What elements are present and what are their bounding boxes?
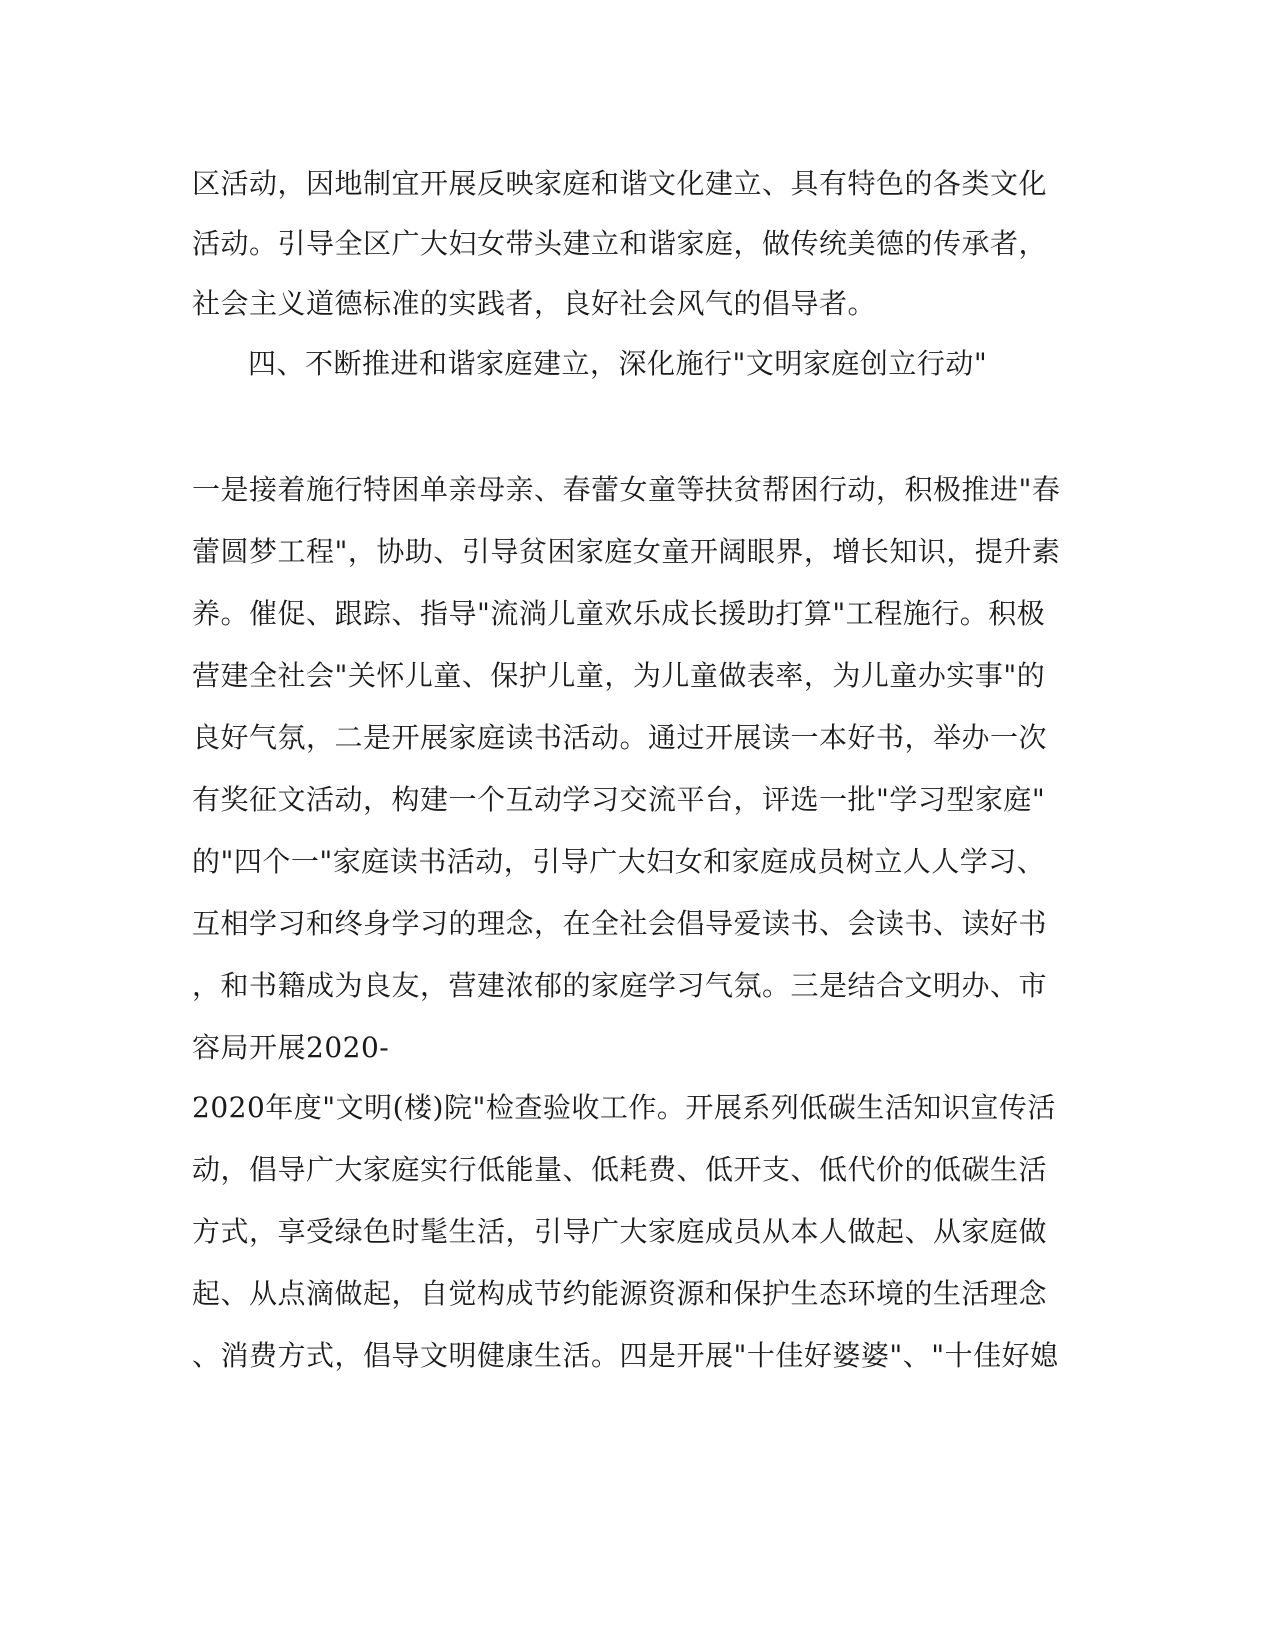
body-text-line: 的"四个一"家庭读书活动，引导广大妇女和家庭成员树立人人学习、 (192, 845, 1046, 878)
body-text-line: 起、从点滴做起，自觉构成节约能源资源和保护生态环境的生活理念 (192, 1277, 1048, 1310)
body-text-line: ，和书籍成为良友，营建浓郁的家庭学习气氛。三是结合文明办、市 (192, 969, 1048, 1002)
body-text-line: 容局开展2020- (192, 1031, 390, 1064)
body-text-line: 区活动，因地制宜开展反映家庭和谐文化建立、具有特色的各类文化 (192, 167, 1048, 200)
body-text-line: 动，倡导广大家庭实行低能量、低耗费、低开支、低代价的低碳生活 (192, 1153, 1048, 1186)
body-text-line: 营建全社会"关怀儿童、保护儿童，为儿童做表率，为儿童办实事"的 (192, 659, 1046, 692)
section-heading: 四、不断推进和谐家庭建立，深化施行"文明家庭创立行动" (248, 347, 988, 380)
body-text-line: 方式，享受绿色时髦生活，引导广大家庭成员从本人做起、从家庭做 (192, 1215, 1048, 1248)
body-text-line: 2020年度"文明(楼)院"检查验收工作。开展系列低碳生活知识宣传活 (192, 1091, 1056, 1124)
body-text-line: 、消费方式，倡导文明健康生活。四是开展"十佳好婆婆"、"十佳好媳 (192, 1339, 1059, 1372)
body-text-line: 有奖征文活动，构建一个互动学习交流平台，评选一批"学习型家庭" (192, 783, 1046, 816)
body-text-line: 活动。引导全区广大妇女带头建立和谐家庭，做传统美德的传承者， (192, 227, 1048, 260)
body-text-line: 蕾圆梦工程"，协助、引导贫困家庭女童开阔眼界，增长知识，提升素 (192, 535, 1061, 568)
body-text-line: 一是接着施行特困单亲母亲、春蕾女童等扶贫帮困行动，积极推进"春 (192, 473, 1061, 506)
body-text-line: 社会主义道德标准的实践者，良好社会风气的倡导者。 (192, 287, 877, 320)
body-text-line: 养。催促、跟踪、指导"流淌儿童欢乐成长援助打算"工程施行。积极 (192, 597, 1046, 630)
body-text-line: 互相学习和终身学习的理念，在全社会倡导爱读书、会读书、读好书 (192, 907, 1048, 940)
body-text-line: 良好气氛，二是开展家庭读书活动。通过开展读一本好书，举办一次 (192, 721, 1048, 754)
